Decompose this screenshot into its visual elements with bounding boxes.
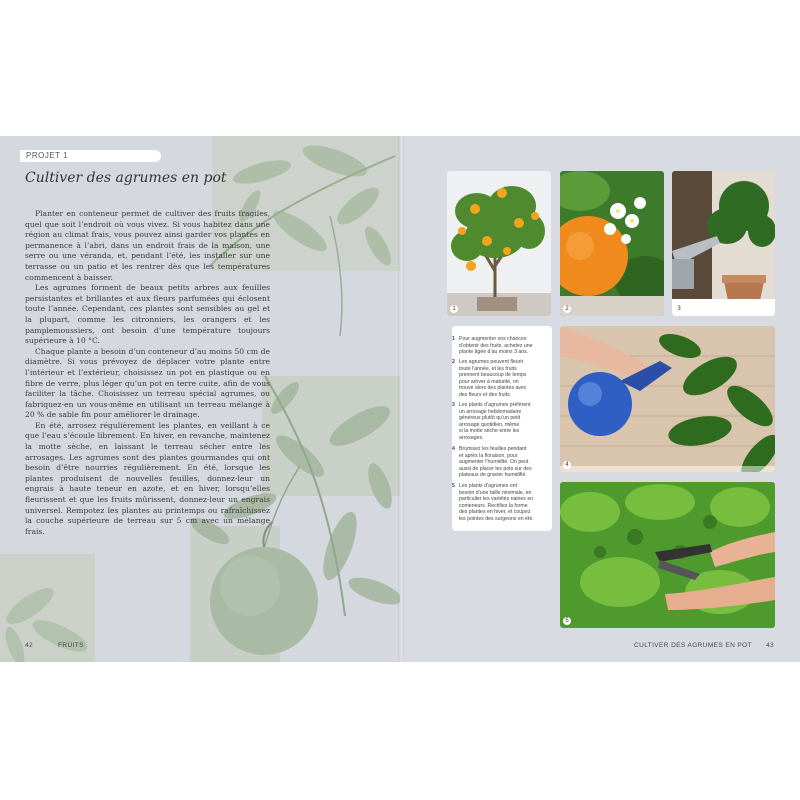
tip-number: 3 (452, 402, 455, 408)
tip-line: Les plants d’agrumes préfèrent (459, 402, 531, 408)
tip-line: et après la floraison, pour (459, 452, 518, 459)
photo-watering-can (672, 171, 775, 316)
tip-2 (452, 359, 552, 399)
tip-3 (452, 402, 552, 442)
tip-line: un arrosage hebdomadaire (459, 408, 522, 415)
tip-line: les pointes des surgeons en été. (459, 515, 534, 522)
tips-box (452, 326, 552, 531)
folio-page-number-left: 42 (25, 642, 34, 649)
paragraph: Planter en conteneur permet de cultiver des fruits fragiles, quel que soit l’endroit où vous vivez. Si vous habitez dans une région au climat frais, vous pouvez ainsi garder vos plantes en permanence à l’abri, dans un endroit frais de la maison, une serre ou une véranda, et, pendant l’été, les installer sur une terrasse ou un patio et les rentrer dès que les températures commencent à baisser. (25, 209, 270, 282)
tip-number: 4 (452, 446, 455, 452)
folio-section-right: CULTIVER DES AGRUMES EN POT (634, 642, 752, 649)
paragraph: Les agrumes forment de beaux petits arbres aux feuilles persistantes et brillantes et aux fleurs parfumées qui éclosent toute l’année. Cependant, ces plantes sont sensibles au gel et la plupart, comme les citronniers, les orangers et les pamplemoussiers, ont besoin d’une température toujours supérieure à 10 °C. (25, 283, 270, 346)
photo-number: 3 (675, 305, 683, 313)
tip-line: des fleurs et des fruits. (459, 391, 512, 398)
photo-number: 2 (563, 305, 571, 313)
folio-section-left: FRUITS (58, 642, 84, 649)
photo-number: 1 (450, 305, 458, 313)
tip-line: d’obtenir des fruits, achetez une (459, 342, 533, 349)
tip-line: Brumisez les feuilles pendant (459, 446, 527, 452)
photo-pruning-citrus (560, 482, 775, 628)
body-text (25, 209, 270, 537)
tip-line: si la motte sèche entre les (459, 428, 520, 435)
tip-4 (452, 446, 552, 479)
tip-line: arrosages. (459, 434, 484, 441)
project-tag-label: PROJET 1 (26, 151, 69, 160)
photo-number: 4 (563, 461, 571, 469)
tip-line: toute l’année, et les fruits (459, 365, 517, 372)
photo-citrus-tree-in-pot (447, 171, 551, 316)
tip-line: Les plants d’agrumes ont (459, 483, 517, 489)
tip-line: plante âgée d’au moins 3 ans. (459, 349, 529, 356)
tip-5 (452, 483, 552, 523)
paragraph: En été, arrosez régulièrement les plantes, en veillant à ce que l’eau s’écoule librement. En hiver, en revanche, maintenez la motte sèche, en laissant le terreau sécher entre les arrosages. Les agrumes sont des plantes gourmandes qui ont besoin d’être nourries régulièrement. En été, lorsque les plantes produisent de nouvelles feuilles, donnez-leur un engrais à haute teneur en azote, et en hiver, lorsqu’elles fleurissent et que les fruits mûrissent, donnez-leur un engrais universel. Rempotez les plantes au printemps ou rafraîchissez la couche supérieure de terreau sur 5 cm avec un mélange frais. (25, 420, 270, 536)
tip-line: augmenter l’humidité. On peut (459, 459, 529, 466)
tip-line: pour arriver à maturité, on (459, 378, 519, 385)
photo-misting-leaves (560, 326, 775, 472)
left-page (0, 136, 400, 662)
photo-number: 5 (563, 617, 571, 625)
tip-line: plateaux de gravier humidifié. (459, 472, 527, 479)
tip-line: arrosage quotidien, même (459, 421, 520, 428)
tip-number: 1 (452, 336, 455, 342)
book-gutter (398, 136, 404, 662)
folio-page-number-right: 43 (766, 642, 775, 649)
tip-line: aussi de placer les pots sur des (459, 465, 532, 472)
tip-line: trouve alors des plantes avec (459, 385, 527, 392)
tip-line: besoin d’une taille minimale, en (459, 489, 532, 496)
tip-line: généreux plutôt qu’un petit (459, 415, 521, 422)
tip-line: des plantes en hiver, et coupez (459, 509, 531, 516)
project-tag (20, 150, 161, 162)
tip-line: Pour augmenter vos chances (459, 336, 527, 342)
tip-line: prennent beaucoup de temps (459, 372, 527, 379)
tip-number: 2 (452, 359, 455, 365)
tip-line: particulier les variétés naines en (459, 496, 534, 503)
tip-1 (452, 336, 552, 356)
tip-line: Les agrumes peuvent fleurir (459, 359, 524, 365)
paragraph: Chaque plante a besoin d’un conteneur d’au moins 50 cm de diamètre. Si vous prévoyez de déplacer votre plante entre l’intérieur et l’extérieur, choisissez un pot en plastique ou en fibre de verre, plus léger qu’un pot en terre cuite, afin de vous faciliter la tâche. Choisissez un terreau spécial agrumes, ou fabriquez-en un vous-même en utilisant un terreau mélangé à 20 % de sable fin pour améliorer le drainage. (25, 346, 270, 420)
tip-line: conteneurs. Rectifiez la forme (459, 502, 528, 509)
tip-number: 5 (452, 483, 455, 489)
photo-orange-blossom (560, 171, 664, 316)
page-title: Cultiver des agrumes en pot (25, 170, 227, 186)
